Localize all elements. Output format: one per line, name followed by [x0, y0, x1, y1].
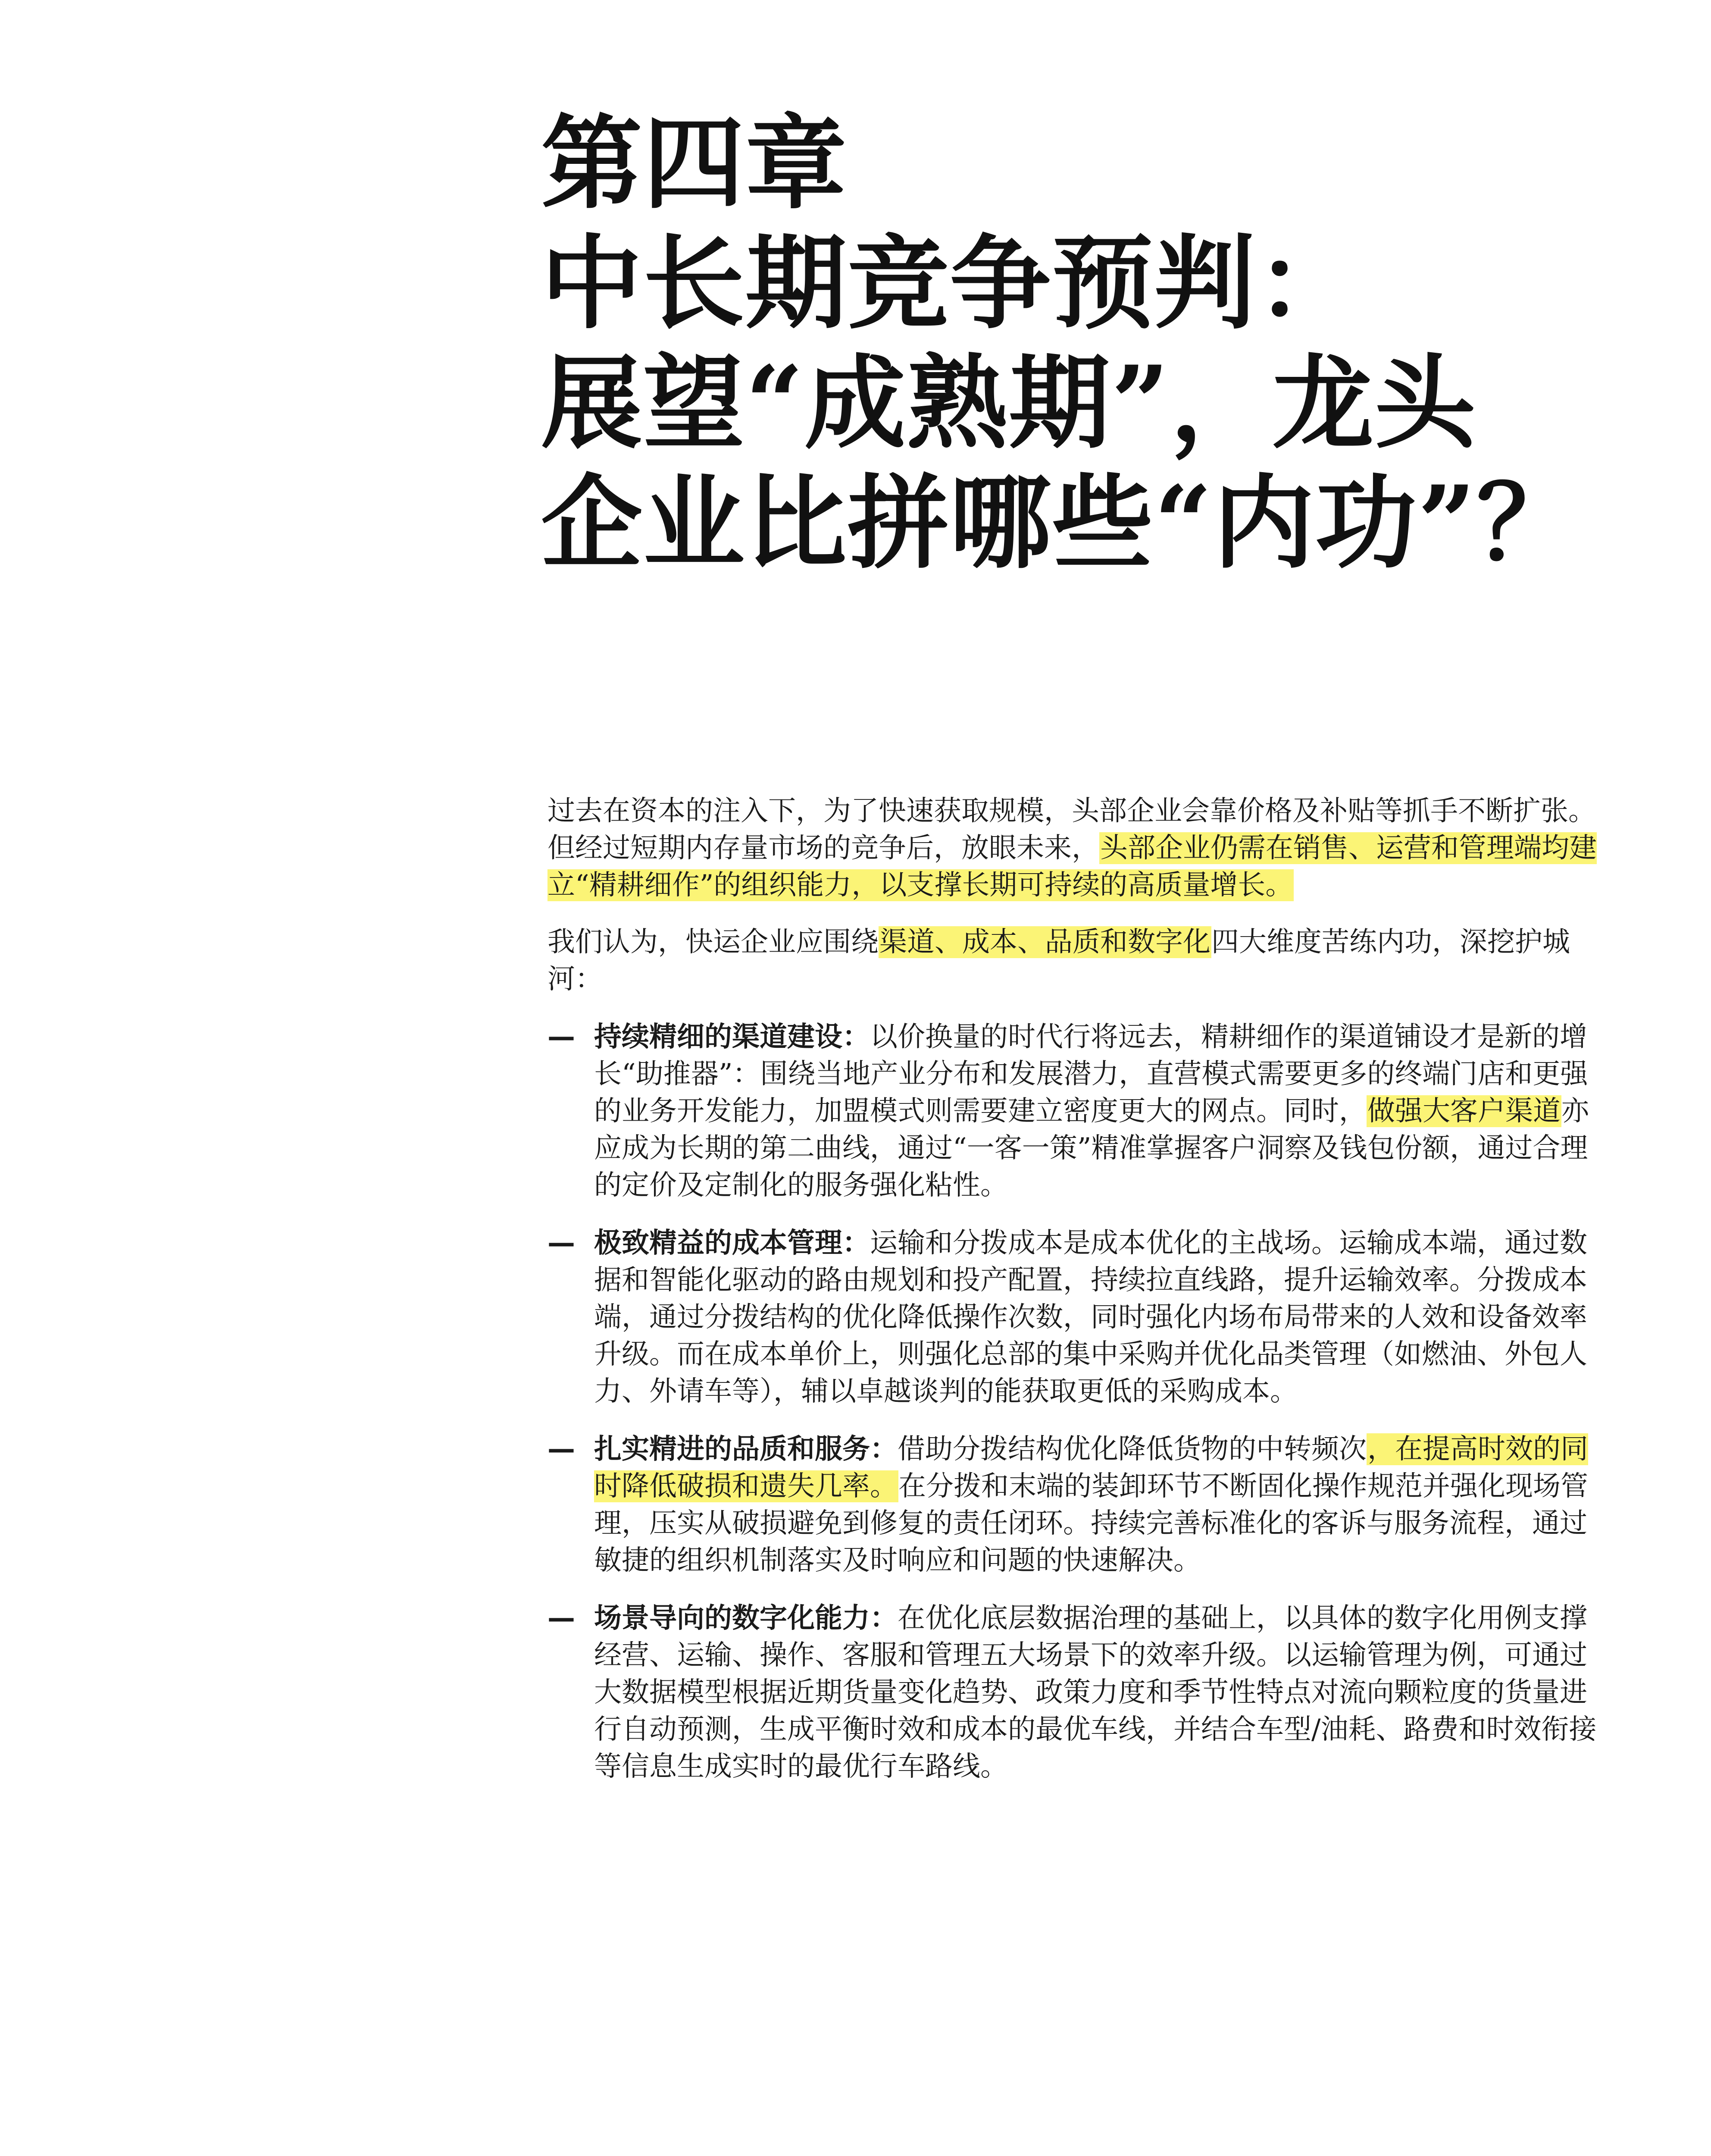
lead-highlight: 渠道、成本、品质和数字化	[879, 926, 1211, 958]
lead-paragraph	[547, 924, 1599, 998]
pillar-heading: 扎实精进的品质和服务：	[594, 1433, 898, 1465]
intro-paragraph	[547, 793, 1599, 904]
em-dash-bullet: —	[547, 1433, 575, 1465]
em-dash-bullet: —	[547, 1021, 575, 1053]
pillar-list	[547, 1018, 1599, 1785]
pillar-highlight: ，在提高时效的同时降低破损和遗失几率。	[594, 1433, 1588, 1502]
em-dash-bullet: —	[547, 1227, 575, 1259]
intro-highlight: 头部企业仍需在销售、运营和管理端均建立“精耕细作”的组织能力，以支撑长期可持续的高质量增长。	[547, 832, 1597, 901]
list-item	[547, 1600, 1599, 1785]
chapter-title-line-2: 展望“成熟期”，龙头	[541, 344, 1477, 463]
intro-text: 过去在资本的注入下，为了快速获取规模，头部企业会靠价格及补贴等抓手不断扩张。但经过短期内存量市场的竞争后，放眼未来，	[547, 795, 1596, 864]
chapter-title-line-1: 中长期竞争预判：	[541, 224, 1358, 343]
pillar-text: 运输和分拨成本是成本优化的主战场。运输成本端，通过数据和智能化驱动的路由规划和投产配置，持续拉直线路，提升运输效率。分拨成本端，通过分拨结构的优化降低操作次数，同时强化内场布局带来的人效和设备效率升级。而在成本单价上，则强化总部的集中采购并优化品类管理（如燃油、外包人力、外请车等），辅以卓越谈判的能获取更低的采购成本。	[594, 1227, 1587, 1407]
pillar-text: 在优化底层数据治理的基础上，以具体的数字化用例支撑经营、运输、操作、客服和管理五大场景下的效率升级。以运输管理为例，可通过大数据模型根据近期货量变化趋势、政策力度和季节性特点对流向颗粒度的货量进行自动预测，生成平衡时效和成本的最优车线，并结合车型/油耗、路费和时效衔接等信息生成实时的最优行车路线。	[594, 1602, 1597, 1783]
chapter-title	[541, 103, 1619, 583]
pillar-heading: 场景导向的数字化能力：	[594, 1602, 898, 1634]
pillar-highlight: 做强大客户渠道	[1367, 1095, 1561, 1127]
lead-text-end: 四大维度苦练内功，深挖护城河：	[547, 926, 1570, 995]
pillar-text: 借助分拨结构优化降低货物的中转频次	[898, 1433, 1367, 1465]
body-text	[547, 793, 1599, 1806]
chapter-label: 第四章	[541, 104, 848, 223]
list-item	[547, 1018, 1599, 1204]
pillar-text: 以价换量的时代行将远去，精耕细作的渠道铺设才是新的增长“助推器”：围绕当地产业分布和发展潜力，直营模式需要更多的终端门店和更强的业务开发能力，加盟模式则需要建立密度更大的网点。同时，	[594, 1021, 1588, 1127]
chapter-title-line-3: 企业比拼哪些“内功”？	[541, 464, 1579, 583]
list-item	[547, 1225, 1599, 1410]
pillar-heading: 极致精益的成本管理：	[594, 1227, 870, 1259]
em-dash-bullet: —	[547, 1602, 575, 1634]
pillar-heading: 持续精细的渠道建设：	[594, 1021, 870, 1053]
pillar-text-end: 在分拨和末端的装卸环节不断固化操作规范并强化现场管理，压实从破损避免到修复的责任闭环。持续完善标准化的客诉与服务流程，通过敏捷的组织机制落实及时响应和问题的快速解决。	[594, 1470, 1588, 1576]
lead-text: 我们认为，快运企业应围绕	[547, 926, 879, 958]
pillar-text-end: 亦应成为长期的第二曲线，通过“一客一策”精准掌握客户洞察及钱包份额，通过合理的定价及定制化的服务强化粘性。	[594, 1095, 1589, 1201]
list-item	[547, 1431, 1599, 1579]
